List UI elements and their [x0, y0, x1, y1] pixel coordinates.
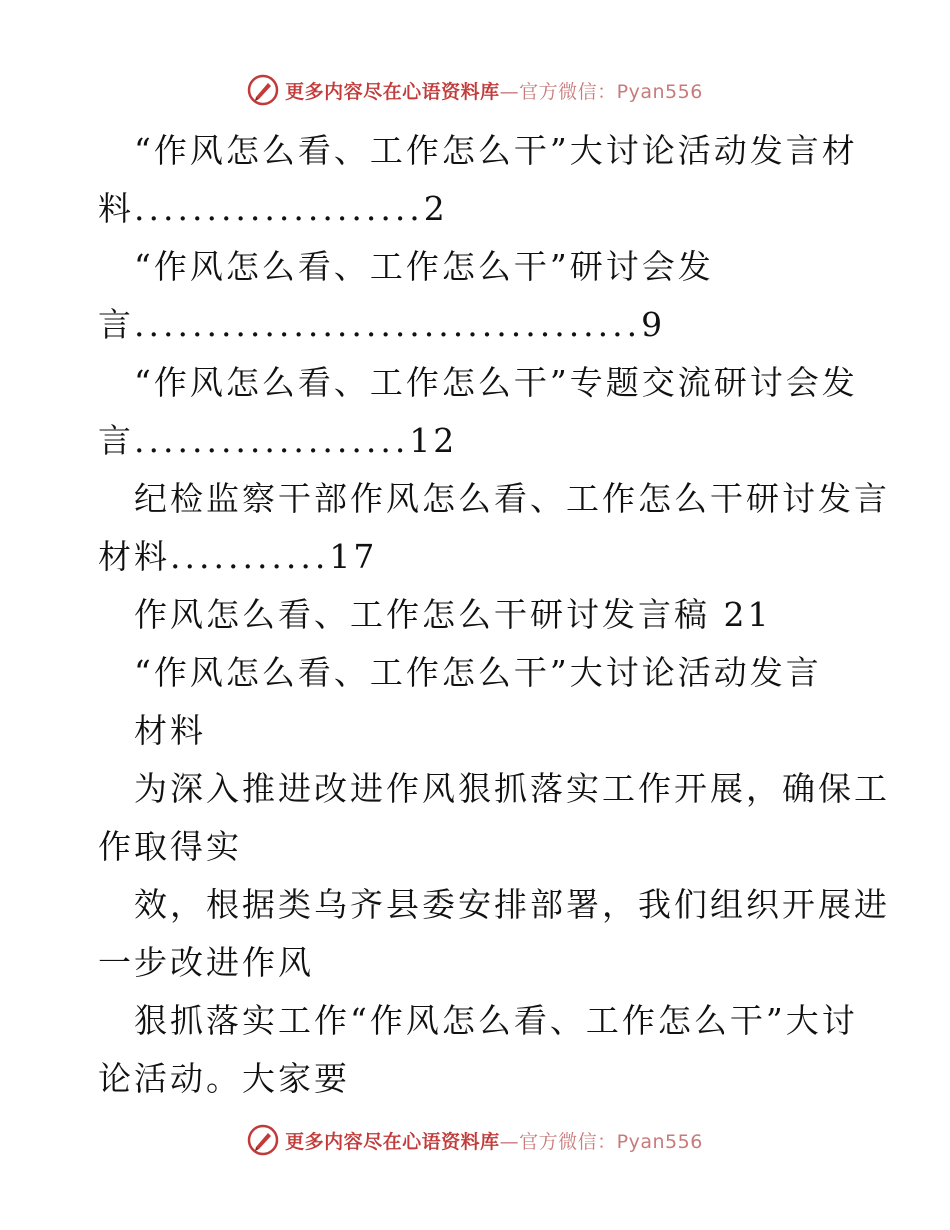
paragraph-line: 作取得实: [98, 827, 242, 866]
toc-page-number: 9: [641, 305, 666, 344]
watermark-main-text: 更多内容尽在心语资料库: [285, 80, 500, 103]
toc-leader: 料....................2: [98, 189, 448, 228]
toc-leader: 言...................12: [98, 421, 458, 460]
watermark-rest-text: —官方微信：Pyan556: [499, 80, 703, 103]
watermark-main-text: 更多内容尽在心语资料库: [285, 1130, 500, 1153]
toc-leader: 材料...........17: [98, 537, 378, 576]
toc-entry: [98, 586, 858, 644]
toc-page-number: 17: [329, 537, 378, 576]
article-title: [98, 644, 858, 760]
article-title-line: “作风怎么看、工作怎么干”大讨论活动发言: [134, 653, 822, 692]
document-body: [98, 122, 890, 1108]
toc-leader: 言...................................9: [98, 305, 666, 344]
pen-logo-icon: [247, 74, 279, 106]
toc-title: 纪检监察干部作风怎么看、工作怎么干研讨发言: [134, 479, 890, 518]
toc-title: “作风怎么看、工作怎么干”专题交流研讨会发: [134, 363, 858, 402]
toc-title: “作风怎么看、工作怎么干”研讨会发: [134, 247, 714, 286]
toc-page-number: 21: [723, 595, 772, 634]
paragraph-line: 效，根据类乌齐县委安排部署，我们组织开展进: [134, 885, 890, 924]
toc-entry: [98, 354, 858, 470]
toc-dots: ...........: [170, 537, 330, 576]
paragraph-line: 论活动。大家要: [98, 1059, 350, 1098]
article-title-line: 材料: [134, 711, 206, 750]
toc-title: “作风怎么看、工作怎么干”大讨论活动发言材: [134, 131, 858, 170]
toc-dots: ...................................: [134, 305, 642, 344]
paragraph-line: 为深入推进改进作风狠抓落实工作开展，确保工: [134, 769, 890, 808]
toc-dots: ...................: [134, 421, 410, 460]
toc-page-number: 12: [409, 421, 458, 460]
article-paragraph: [98, 992, 858, 1108]
toc-entry: [98, 122, 858, 238]
paragraph-line: 一步改进作风: [98, 943, 314, 982]
toc-dots: ....................: [134, 189, 424, 228]
toc-title: 作风怎么看、工作怎么干研讨发言稿 21: [134, 595, 772, 634]
paragraph-line: 狠抓落实工作“作风怎么看、工作怎么干”大讨: [134, 1001, 858, 1040]
watermark-footer: [0, 1122, 950, 1158]
toc-entry: [98, 470, 890, 586]
toc-page-number: 2: [423, 189, 448, 228]
watermark-rest-text: —官方微信：Pyan556: [499, 1130, 703, 1153]
watermark-header: [0, 72, 950, 108]
article-paragraph: [98, 760, 890, 876]
toc-entry: [98, 238, 858, 354]
pen-logo-icon: [247, 1124, 279, 1156]
article-paragraph: [98, 876, 890, 992]
